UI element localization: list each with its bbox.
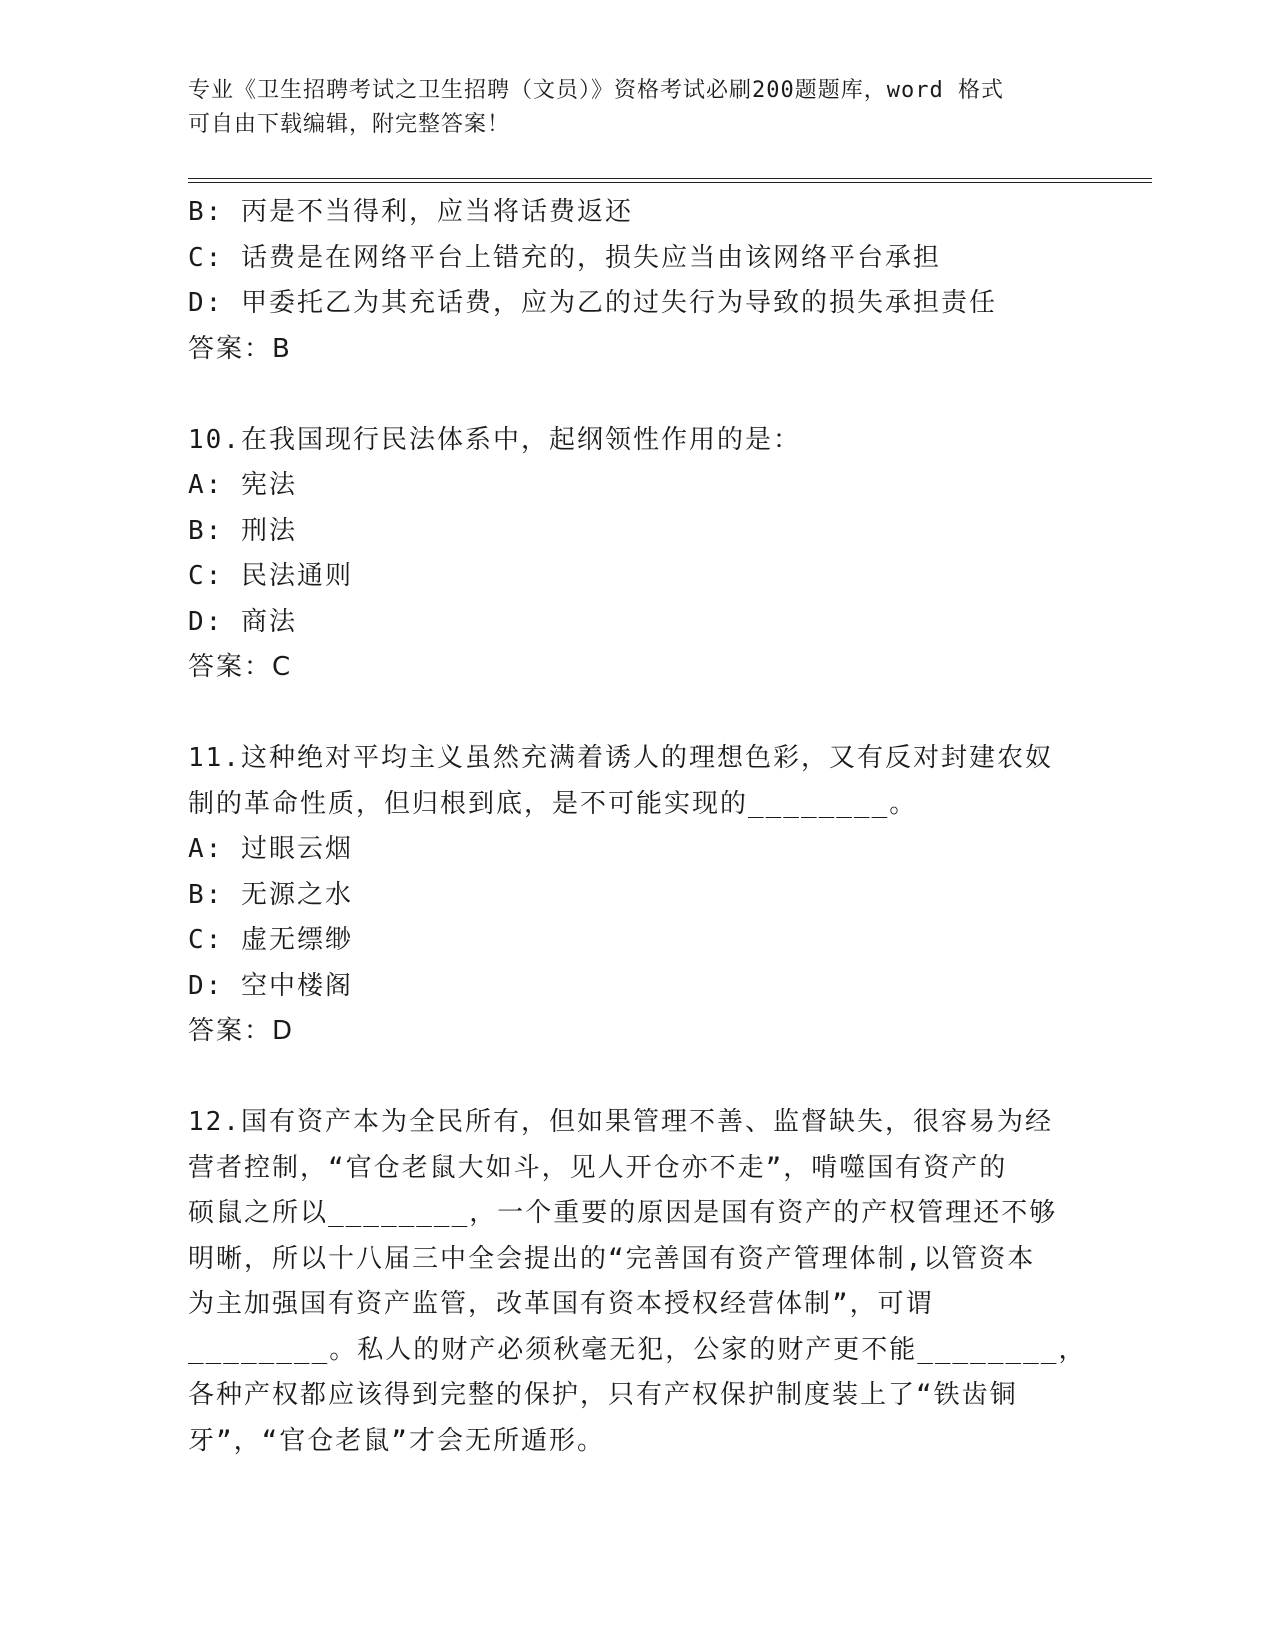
option-c: C: 话费是在网络平台上错充的，损失应当由该网络平台承担 bbox=[188, 242, 941, 273]
question-10 bbox=[188, 418, 1088, 691]
option-a: A: 宪法 bbox=[188, 470, 297, 500]
question-stem-line: 营者控制，“官仓老鼠大如斗，见人开仓亦不走”，啃噬国有资产的 bbox=[188, 1152, 1008, 1183]
header-line-2: 可自由下载编辑，附完整答案！ bbox=[188, 112, 511, 137]
option-b: B: 刑法 bbox=[188, 515, 297, 546]
spacer bbox=[188, 691, 1088, 737]
question-12 bbox=[188, 1100, 1088, 1464]
question-stem: 10.在我国现行民法体系中，起纲领性作用的是： bbox=[188, 424, 801, 455]
spacer bbox=[188, 372, 1088, 418]
question-stem-line: 12.国有资产本为全民所有，但如果管理不善、监督缺失，很容易为经 bbox=[188, 1107, 1053, 1137]
spacer bbox=[188, 1055, 1088, 1101]
question-9 bbox=[188, 190, 1088, 372]
question-stem-line: 制的革命性质，但归根到底，是不可能实现的________。 bbox=[188, 788, 918, 819]
question-11 bbox=[188, 736, 1088, 1055]
question-stem-line: 11.这种绝对平均主义虽然充满着诱人的理想色彩，又有反对封建农奴 bbox=[188, 743, 1053, 773]
answer: 答案：B bbox=[188, 333, 292, 364]
option-d: D: 空中楼阁 bbox=[188, 970, 353, 1001]
option-a: A: 过眼云烟 bbox=[188, 834, 353, 864]
question-stem-line: 牙”，“官仓老鼠”才会无所遁形。 bbox=[188, 1425, 605, 1456]
option-d: D: 商法 bbox=[188, 606, 297, 637]
header-line-1: 专业《卫生招聘考试之卫生招聘（文员）》资格考试必刷200题题库，word 格式 bbox=[188, 78, 1004, 103]
document-body bbox=[188, 190, 1088, 1464]
question-stem-line: 明晰，所以十八届三中全会提出的“完善国有资产管理体制,以管资本 bbox=[188, 1243, 1036, 1274]
answer: 答案：C bbox=[188, 652, 293, 682]
header-divider bbox=[188, 178, 1152, 183]
question-stem-line: 硕鼠之所以________，一个重要的原因是国有资产的产权管理还不够 bbox=[188, 1198, 1058, 1228]
answer: 答案：D bbox=[188, 1016, 295, 1046]
option-d: D: 甲委托乙为其充话费，应为乙的过失行为导致的损失承担责任 bbox=[188, 288, 997, 318]
question-stem-line: 为主加强国有资产监管，改革国有资本授权经营体制”，可谓 bbox=[188, 1289, 934, 1319]
option-b: B: 丙是不当得利，应当将话费返还 bbox=[188, 197, 633, 227]
option-c: C: 民法通则 bbox=[188, 561, 353, 591]
option-c: C: 虚无缥缈 bbox=[188, 925, 353, 955]
question-stem-line: ________。私人的财产必须秋毫无犯，公家的财产更不能________， bbox=[188, 1334, 1087, 1365]
option-b: B: 无源之水 bbox=[188, 879, 353, 910]
question-stem-line: 各种产权都应该得到完整的保护，只有产权保护制度装上了“铁齿铜 bbox=[188, 1380, 1018, 1410]
document-header bbox=[188, 74, 1068, 142]
